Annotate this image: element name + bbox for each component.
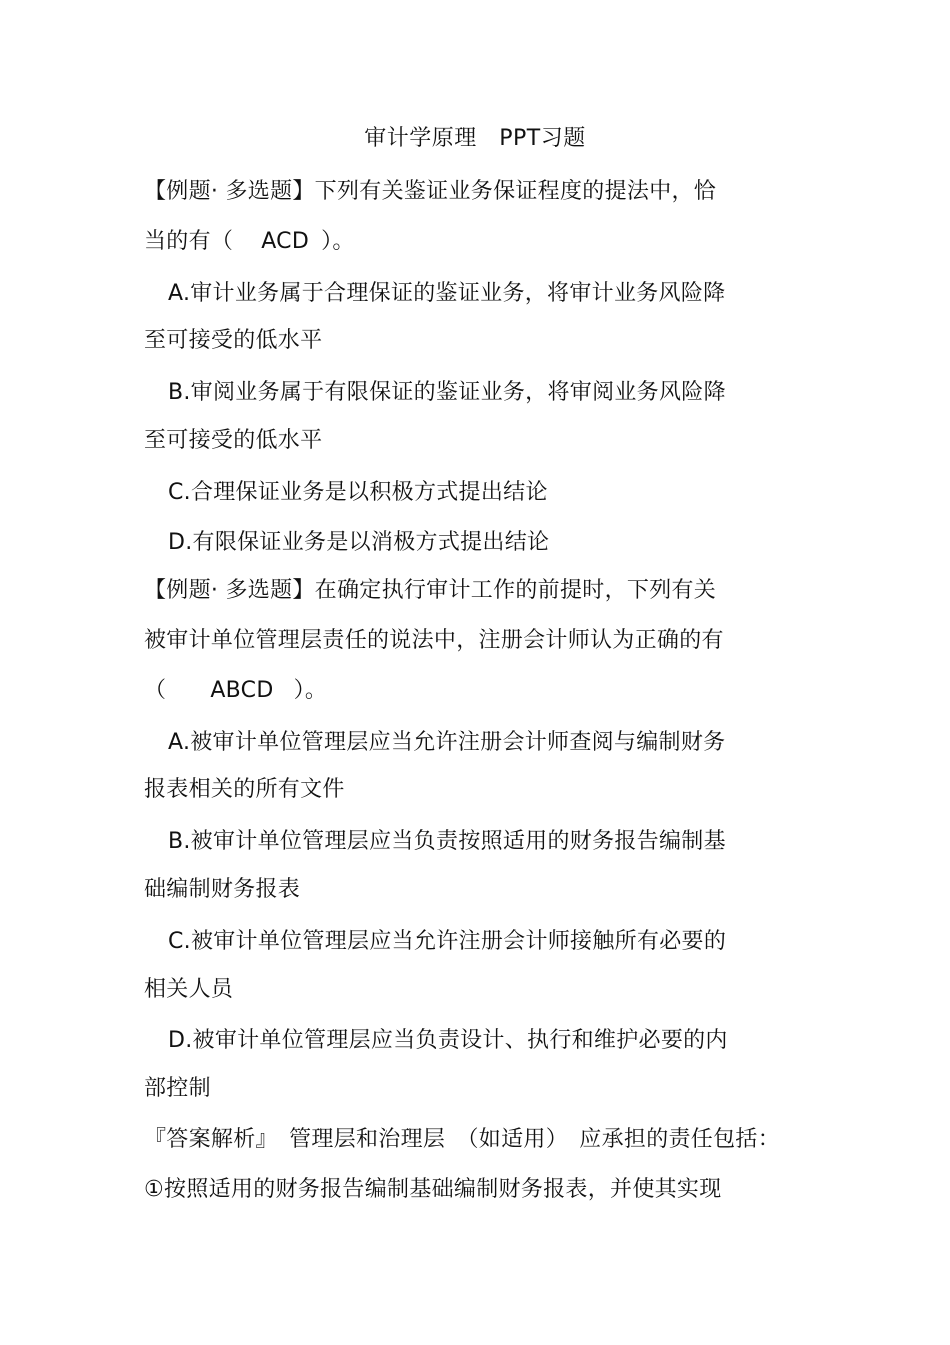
q1-stem-line-1: 【例题· 多选题】下列有关鉴证业务保证程度的提法中，恰 — [144, 179, 717, 204]
analysis-line-2: ①按照适用的财务报告编制基础编制财务报表，并使其实现 — [144, 1177, 722, 1202]
q2-option-a-line-2: 报表相关的所有文件 — [144, 777, 345, 802]
q1-answer: ACD — [261, 229, 310, 254]
q1-option-a-line-2: 至可接受的低水平 — [144, 328, 323, 353]
q2-stem-prefix: （ — [144, 678, 167, 703]
q1-option-a-line-1: A.审计业务属于合理保证的鉴证业务，将审计业务风险降 — [168, 281, 726, 306]
q2-option-d-line-1: D.被审计单位管理层应当负责设计、执行和维护必要的内 — [168, 1028, 728, 1053]
q2-stem-line-2: 被审计单位管理层责任的说法中，注册会计师认为正确的有 — [144, 628, 724, 653]
q1-option-b-line-1: B.审阅业务属于有限保证的鉴证业务，将审阅业务风险降 — [168, 380, 726, 405]
q1-stem-suffix: ）。 — [321, 229, 355, 254]
q1-option-d: D.有限保证业务是以消极方式提出结论 — [168, 530, 550, 555]
q2-option-c-line-1: C.被审计单位管理层应当允许注册会计师接触所有必要的 — [168, 929, 727, 954]
q2-option-d-line-2: 部控制 — [144, 1076, 211, 1101]
q2-option-b-line-2: 础编制财务报表 — [144, 877, 301, 902]
q1-option-b-line-2: 至可接受的低水平 — [144, 428, 323, 453]
q2-stem-suffix: ）。 — [293, 678, 328, 703]
q1-stem-prefix: 当的有（ — [144, 229, 234, 254]
q2-stem-line-1: 【例题· 多选题】在确定执行审计工作的前提时，下列有关 — [144, 578, 717, 603]
q2-stem-line-3 — [144, 676, 327, 706]
q1-option-c: C.合理保证业务是以积极方式提出结论 — [168, 480, 548, 505]
q2-answer: ABCD — [210, 678, 274, 703]
q2-option-b-line-1: B.被审计单位管理层应当负责按照适用的财务报告编制基 — [168, 829, 726, 854]
q2-option-c-line-2: 相关人员 — [144, 977, 234, 1002]
analysis-line-1: 『答案解析』 管理层和治理层 （如适用） 应承担的责任包括： — [144, 1127, 781, 1152]
page-title: 审计学原理 PPT习题 — [364, 126, 586, 151]
q1-stem-line-2 — [144, 227, 355, 257]
q2-option-a-line-1: A.被审计单位管理层应当允许注册会计师查阅与编制财务 — [168, 730, 726, 755]
